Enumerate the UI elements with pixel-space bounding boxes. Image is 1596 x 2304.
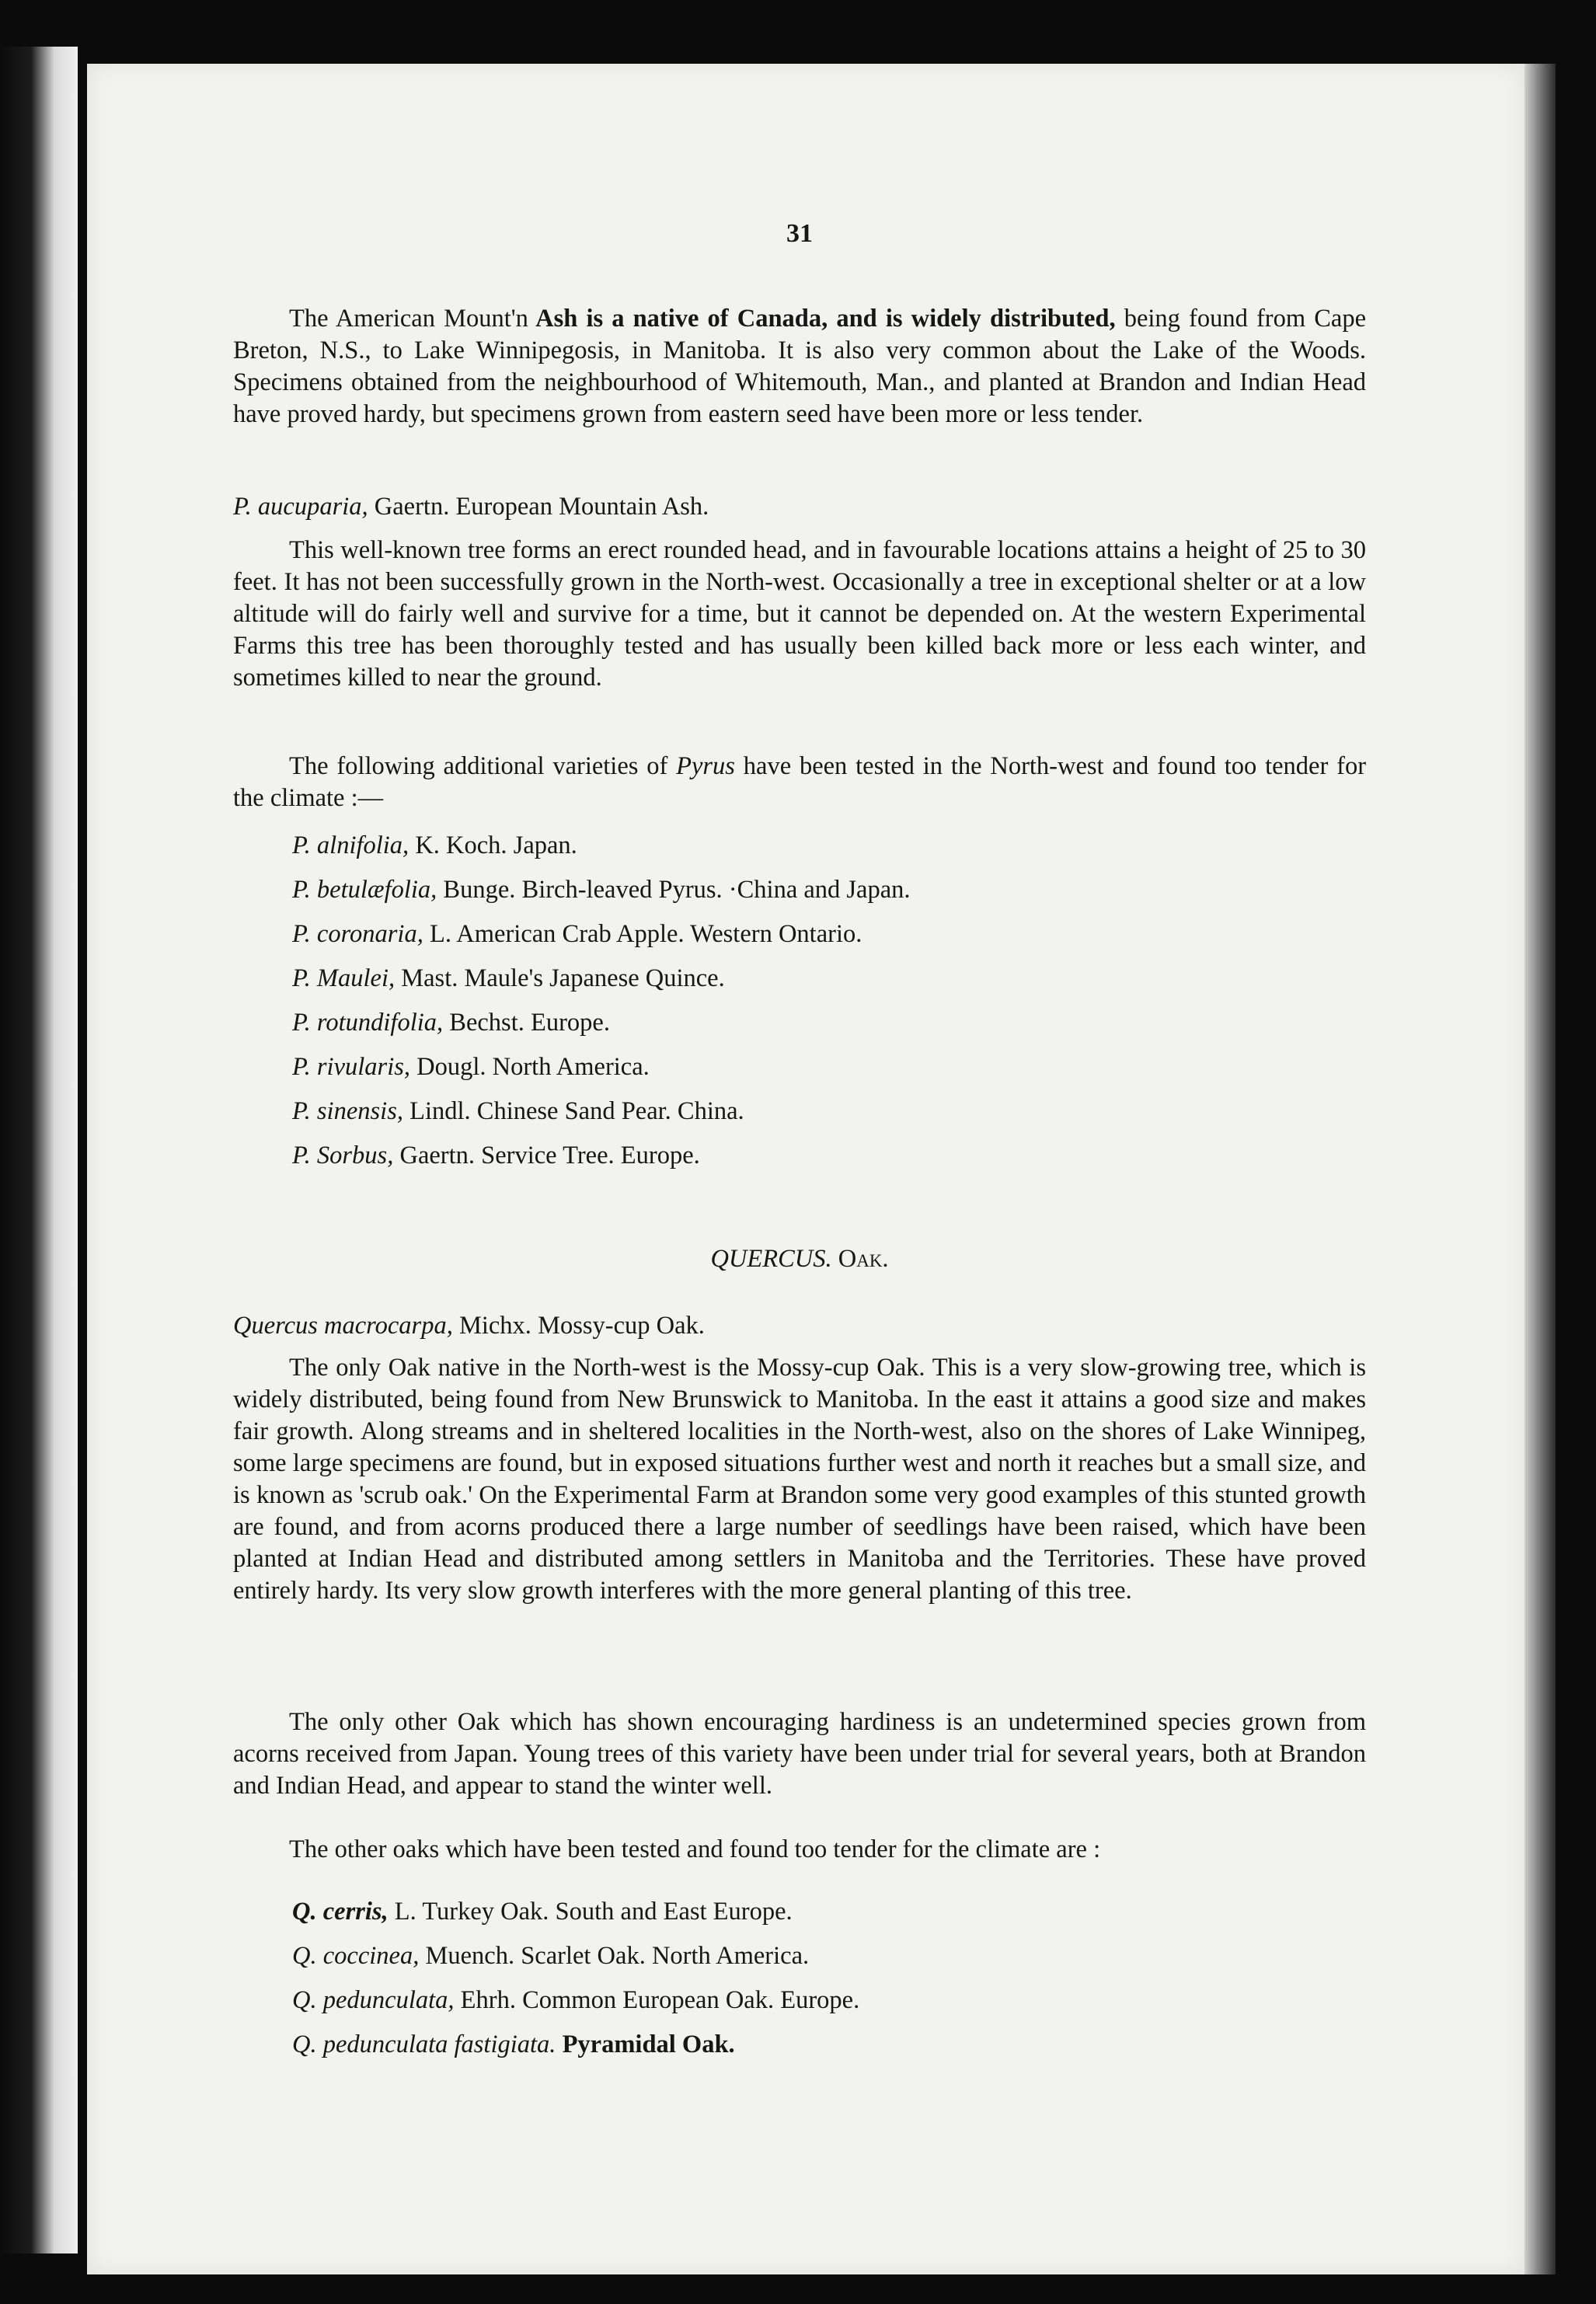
list-item: P. betulæfolia, Bunge. Birch-leaved Pyrus. ·China and Japan. [292, 876, 911, 904]
genus-pyrus: Pyrus [676, 752, 735, 780]
pyrus-intro: The following additional varieties of Pyrus have been tested in the North-west and found too tender for the climate :— [233, 752, 1367, 812]
list-item: Q. pedunculata, Ehrh. Common European Oak. Europe. [292, 1986, 860, 2014]
list-item: P. Maulei, Mast. Maule's Japanese Quince. [292, 964, 725, 992]
macrocarpa-entry [233, 1310, 1366, 1342]
list-item: Q. coccinea, Muench. Scarlet Oak. North America. [292, 1942, 810, 1970]
intro-lead: The American Mount [289, 305, 511, 333]
list-item: P. rotundifolia, Bechst. Europe. [292, 1009, 610, 1037]
section-heading-quercus [233, 1243, 1366, 1275]
macrocarpa-description: The only Oak native in the North-west is the Mossy-cup Oak. This is a very slow-growing tree, which is widely distributed, being found from New Brunswick to Manitoba. In the east it attains a good size and makes fair growth. Along streams and in sheltered localities in the North-west, also on the shores of Lake Winnipeg, some large specimens are found, but in exposed situations further west and north it reaches but a small size, and is known as 'scrub oak.' On the Experimental Farm at Brandon some very good examples of this stunted growth are found, and from acorns produced there a large number of seedlings have been raised, which have been planted at Indian Head and distributed among settlers in Manitoba and the Territories. These have proved entirely hardy. Its very slow growth interferes with the more general planting of this tree. [233, 1354, 1366, 1605]
page-right-edge [1525, 64, 1556, 2274]
list-item: P. alnifolia, K. Koch. Japan. [292, 831, 577, 859]
intro-body: being found from Cape Breton, N.S., to Lake Winnipegosis, in Manitoba. It is also very common about the Lake of the Woods. Specimens obtained from the neighbourhood of Whitemouth, Man., and planted at Brandon and Indian Head have proved hardy, but specimens grown from eastern seed have been more or less tender. [233, 305, 1367, 428]
species-name: Quercus macrocarpa, [233, 1312, 453, 1340]
list-item: P. Sorbus, Gaertn. Service Tree. Europe. [292, 1142, 700, 1169]
aucuparia-entry [233, 491, 1366, 523]
tender-oaks-intro: The other oaks which have been tested and found too tender for the climate are : [289, 1835, 1101, 1863]
other-oak-paragraph: The only other Oak which has shown encouraging hardiness is an undetermined species grown from acorns received from Japan. Young trees of this variety have been under trial for several years, both at Brandon and Indian Head, and appear to stand the winter well. [233, 1708, 1366, 1800]
aucuparia-description: This well-known tree forms an erect rounded head, and in favourable locations attains a height of 25 to 30 feet. It has not been successfully grown in the North-west. Occasionally a tree in exceptional shelter or at a low altitude will do fairly well and survive for a time, but it cannot be depended on. At the western Experimental Farms this tree has been thoroughly tested and has usually been killed back more or less each winter, and sometimes killed to near the ground. [233, 536, 1366, 692]
list-item: Q. pedunculata fastigiata. Pyramidal Oak. [292, 2030, 735, 2058]
heading-genus: QUERCUS. [710, 1245, 832, 1273]
intro-line1: Ash is a native of Canada, and is widely distributed, [528, 305, 1116, 333]
page-number: 31 [786, 219, 813, 248]
species-common-name: European Mountain Ash. [455, 493, 709, 521]
species-common-name: Mossy-cup Oak. [538, 1312, 705, 1340]
list-item: P. sinensis, Lindl. Chinese Sand Pear. China. [292, 1097, 744, 1125]
list-item: P. rivularis, Dougl. North America. [292, 1053, 650, 1081]
list-item: P. coronaria, L. American Crab Apple. Western Ontario. [292, 920, 862, 948]
species-author: Gaertn. [374, 493, 450, 521]
intro-gap: 'n [511, 305, 528, 333]
list-item: Q. cerris, L. Turkey Oak. South and East Europe. [292, 1898, 793, 1926]
intro-paragraph [233, 303, 1366, 430]
heading-common-name: Oak. [838, 1245, 889, 1273]
species-author: Michx. [458, 1312, 531, 1340]
binding-edge [0, 47, 78, 2253]
species-name: P. aucuparia, [233, 493, 368, 521]
